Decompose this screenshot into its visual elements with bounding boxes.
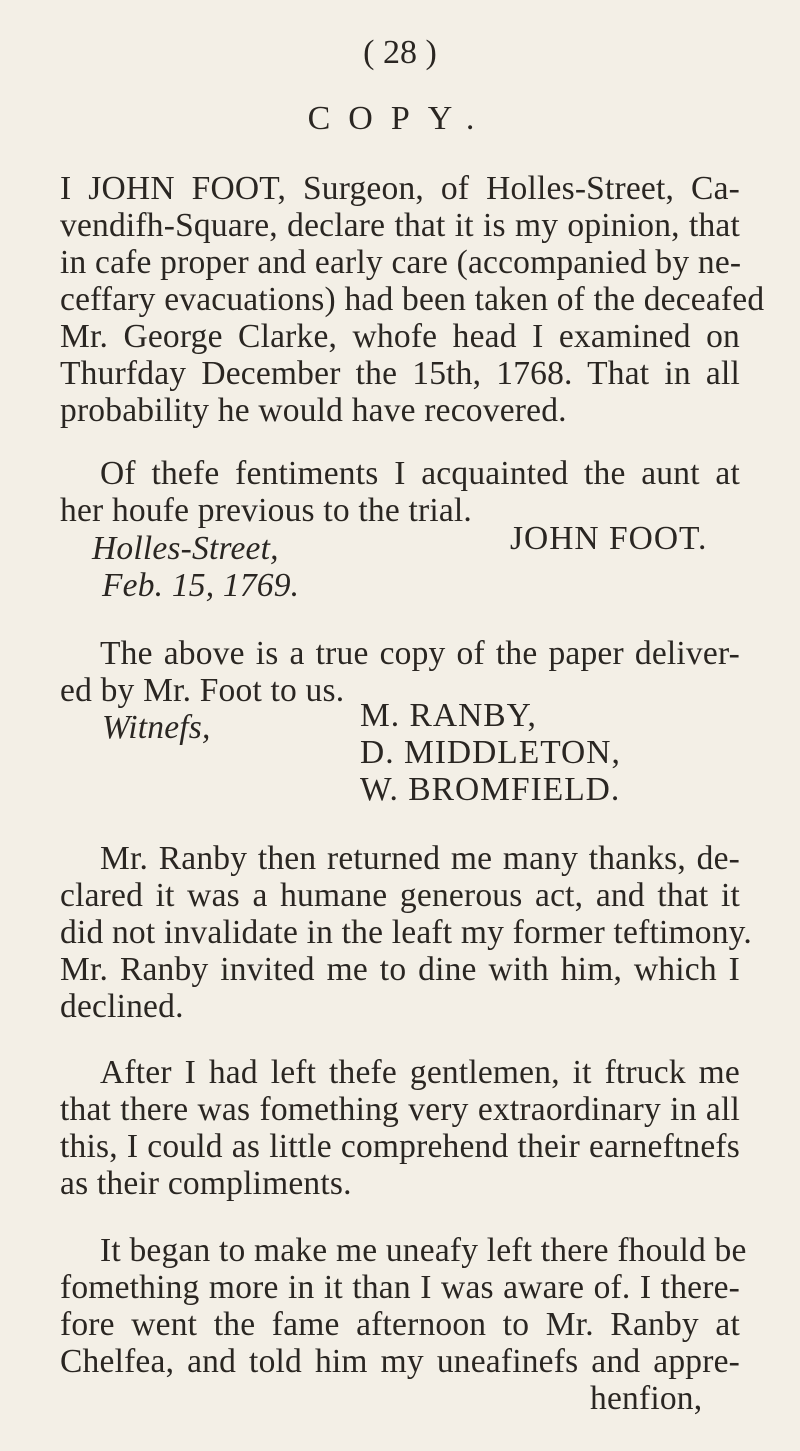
text-line: Mr. Ranby invited me to dine with him, which I: [60, 951, 740, 988]
text-line: Mr. Ranby then returned me many thanks, de-: [100, 840, 740, 877]
date-line: Feb. 15, 1769.: [102, 567, 300, 604]
text-line: ceffary evacuations) had been taken of the deceafed: [60, 281, 765, 318]
witness-ranby: M. RANBY,: [360, 697, 537, 734]
text-line: It began to make me uneafy left there fhould be: [100, 1232, 747, 1269]
text-line: as their compliments.: [60, 1165, 352, 1202]
text-line: The above is a true copy of the paper deliver-: [100, 635, 740, 672]
text-line: After I had left thefe gentlemen, it ftruck me: [100, 1054, 740, 1091]
catchword: henfion,: [590, 1380, 703, 1417]
text-line: fore went the fame afternoon to Mr. Ranby at: [60, 1306, 740, 1343]
text-line: did not invalidate in the leaft my former teftimony.: [60, 914, 752, 951]
text-line: Thurfday December the 15th, 1768. That in all: [60, 355, 740, 392]
text-line: her houfe previous to the trial.: [60, 492, 472, 529]
text-line: declined.: [60, 988, 184, 1025]
witness-label: Witnefs,: [102, 709, 211, 746]
text-line: clared it was a humane generous act, and that it: [60, 877, 740, 914]
text-line: Mr. George Clarke, whofe head I examined on: [60, 318, 740, 355]
text-line: this, I could as little comprehend their earneftnefs: [60, 1128, 740, 1165]
text-line: probability he would have recovered.: [60, 392, 567, 429]
text-line: vendifh-Square, declare that it is my opinion, that: [60, 207, 740, 244]
text-line: Chelfea, and told him my uneafinefs and appre-: [60, 1343, 740, 1380]
text-line: that there was fomething very extraordinary in all: [60, 1091, 740, 1128]
witness-middleton: D. MIDDLETON,: [360, 734, 621, 771]
signature-john-foot: JOHN FOOT.: [510, 520, 708, 557]
page-number: ( 28 ): [363, 34, 437, 71]
place-line: Holles-Street,: [92, 530, 279, 567]
text-line: I JOHN FOOT, Surgeon, of Holles-Street, Ca-: [60, 170, 740, 207]
text-line: Of thefe fentiments I acquainted the aunt at: [100, 455, 740, 492]
text-line: ed by Mr. Foot to us.: [60, 672, 345, 709]
witness-bromfield: W. BROMFIELD.: [360, 771, 621, 808]
text-line: in cafe proper and early care (accompanied by ne-: [60, 244, 742, 281]
heading-copy: COPY.: [307, 100, 493, 137]
text-line: fomething more in it than I was aware of. I there-: [60, 1269, 740, 1306]
